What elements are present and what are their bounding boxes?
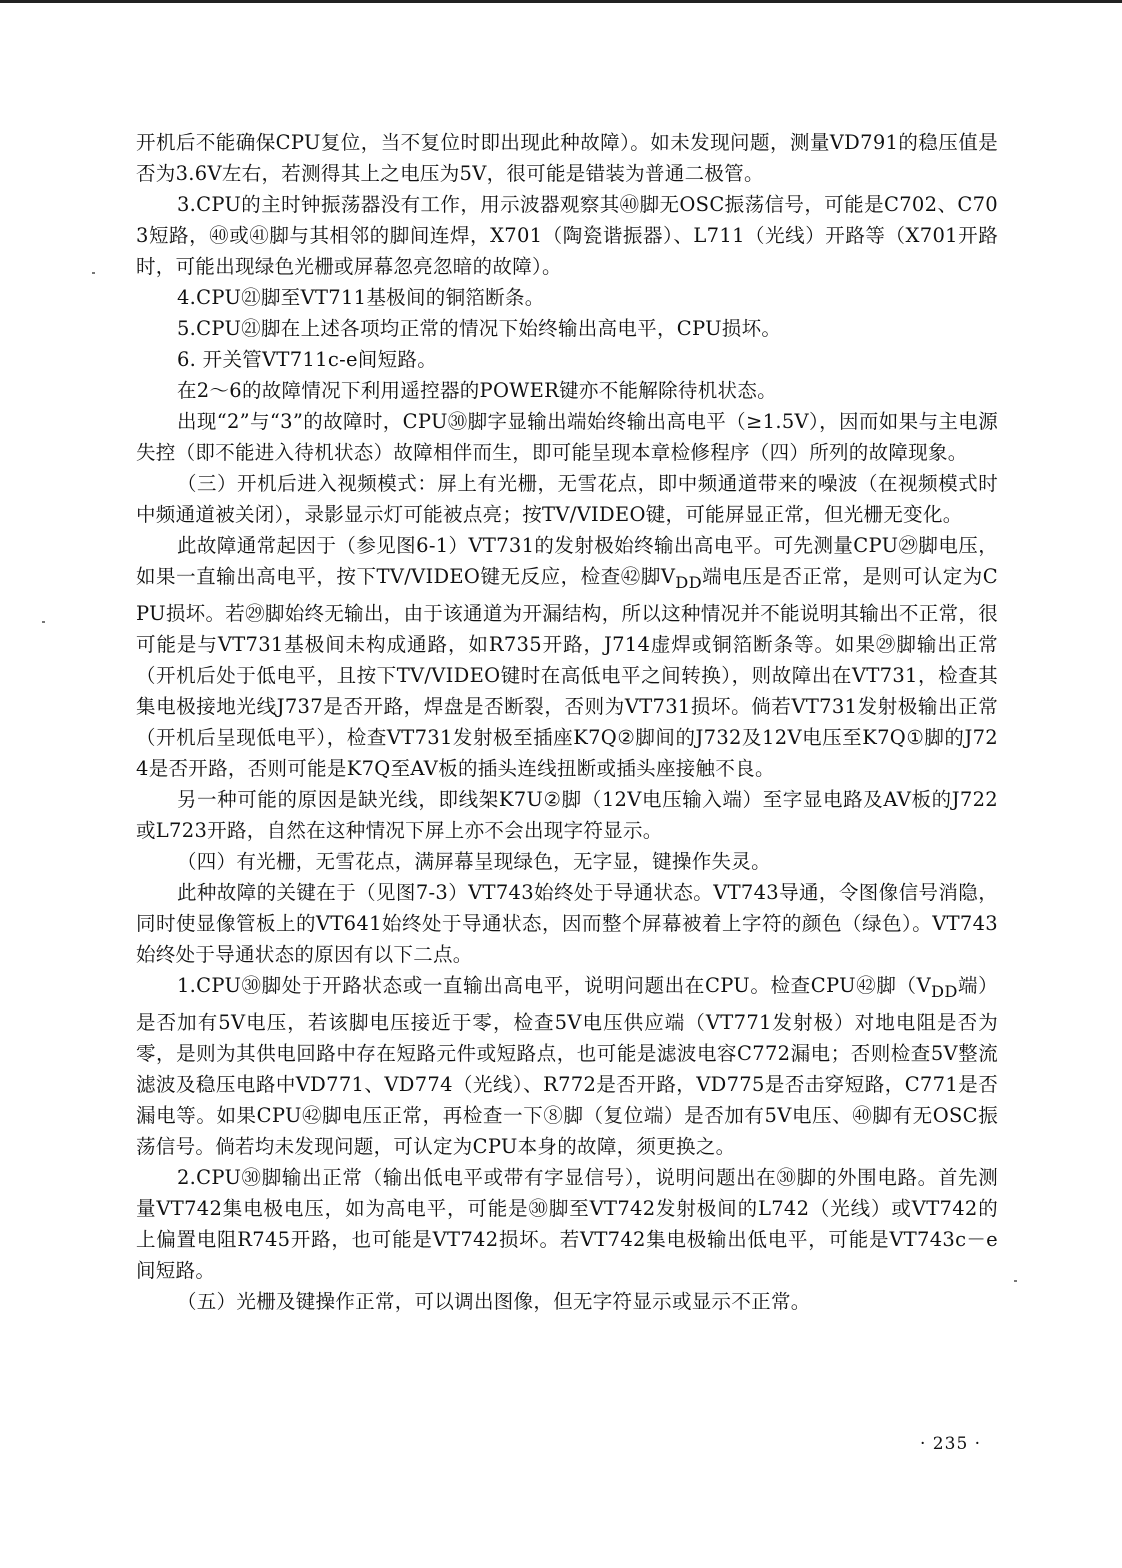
paragraph-1: 开机后不能确保CPU复位，当不复位时即出现此种故障）。如未发现问题，测量VD791的稳压值是否为3.6V左右，若测得其上之电压为5V，很可能是错装为普通二极管。 bbox=[136, 131, 998, 185]
paragraph-11: （四）有光栅，无雪花点，满屏幕呈现绿色，无字显，键操作失灵。 bbox=[176, 849, 771, 873]
scan-speck bbox=[42, 621, 45, 623]
paragraph-14: 2.CPU㉚脚输出正常（输出低电平或带有字显信号），说明问题出在㉚脚的外围电路。首先测量VT742集电极电压，如为高电平，可能是㉚脚至VT742发射极间的L742（光线）或VT742的上偏置电阻R745开路，也可能是VT742损坏。若VT742集电极输出低电平，可能是VT743c－e间短路。 bbox=[136, 1165, 998, 1282]
scan-speck bbox=[1014, 1280, 1017, 1282]
paragraph-15: （五）光栅及键操作正常，可以调出图像，但无字符显示或显示不正常。 bbox=[176, 1289, 811, 1313]
paragraph-5: 6. 开关管VT711c-e间短路。 bbox=[176, 348, 437, 371]
paragraph-4: 5.CPU㉑脚在上述各项均正常的情况下始终输出高电平，CPU损坏。 bbox=[176, 317, 782, 340]
paragraph-9: 此故障通常起因于（参见图6-1）VT731的发射极始终输出高电平。可先测量CPU㉙脚电压，如果一直输出高电平，按下TV/VIDEO键无反应，检查㊷脚$V_{DD}$端电压是否正常，是则可认定为CPU损坏。若㉙脚始终无输出，由于该通道为开漏结构，所以这种情况并不能说明其输出不正常，很可能是与VT731基极间未构成通路，如R735开路，J714虚焊或铜箔断条等。如果㉙脚输出正常（开机后处于低电平，且按下TV/VIDEO键时在高低电平之间转换），则故障出在VT731，检查其集电极接地光线J737是否开路，焊盘是否断裂，否则为VT731损坏。倘若VT731发射极输出正常（开机后呈现低电平），检查VT731发射极至插座K7Q②脚间的J732及12V电压至K7Q①脚的J724是否开路，否则可能是K7Q至AV板的插头连线扭断或插头座接触不良。 bbox=[136, 534, 998, 780]
scan-speck bbox=[92, 272, 95, 274]
page-body bbox=[136, 127, 998, 1317]
paragraph-2: 3.CPU的主时钟振荡器没有工作，用示波器观察其㊵脚无OSC振荡信号，可能是C702、C703短路，㊵或㊶脚与其相邻的脚间连焊，X701（陶瓷谐振器）、L711（光线）开路等（X701开路时，可能出现绿色光栅或屏幕忽亮忽暗的故障）。 bbox=[136, 193, 998, 278]
page-number: · 235 · bbox=[920, 1434, 982, 1454]
paragraph-3: 4.CPU㉑脚至VT711基极间的铜箔断条。 bbox=[176, 286, 545, 309]
top-border-line bbox=[0, 0, 1122, 3]
paragraph-7: 出现“2”与“3”的故障时，CPU㉚脚字显输出端始终输出高电平（≥1.5V），因而如果与主电源失控（即不能进入待机状态）故障相伴而生，即可能呈现本章检修程序（四）所列的故障现象。 bbox=[136, 410, 998, 464]
paragraph-12: 此种故障的关键在于（见图7-3）VT743始终处于导通状态。VT743导通，令图像信号消隐，同时使显像管板上的VT641始终处于导通状态，因而整个屏幕被着上字符的颜色（绿色）。VT743始终处于导通状态的原因有以下二点。 bbox=[136, 880, 998, 966]
paragraph-6: 在2～6的故障情况下利用遥控器的POWER键亦不能解除待机状态。 bbox=[176, 379, 777, 402]
paragraph-10: 另一种可能的原因是缺光线，即线架K7U②脚（12V电压输入端）至字显电路及AV板的J722或L723开路，自然在这种情况下屏上亦不会出现字符显示。 bbox=[136, 787, 998, 842]
paragraph-13: 1.CPU㉚脚处于开路状态或一直输出高电平，说明问题出在CPU。检查CPU㊷脚（$V_{DD}$端）是否加有5V电压，若该脚电压接近于零，检查5V电压供应端（VT771发射极）对地电阻是否为零，是则为其供电回路中存在短路元件或短路点，也可能是滤波电容C772漏电；否则检查5V整流滤波及稳压电路中VD771、VD774（光线）、R772是否开路，VD775是否击穿短路，C771是否漏电等。如果CPU㊷脚电压正常，再检查一下⑧脚（复位端）是否加有5V电压、㊵脚有无OSC振荡信号。倘若均未发现问题，可认定为CPU本身的故障，须更换之。 bbox=[136, 973, 998, 1158]
paragraph-8: （三）开机后进入视频模式：屏上有光栅，无雪花点，即中频通道带来的噪波（在视频模式时中频通道被关闭），录影显示灯可能被点亮；按TV/VIDEO键，可能屏显正常，但光栅无变化。 bbox=[136, 472, 998, 526]
